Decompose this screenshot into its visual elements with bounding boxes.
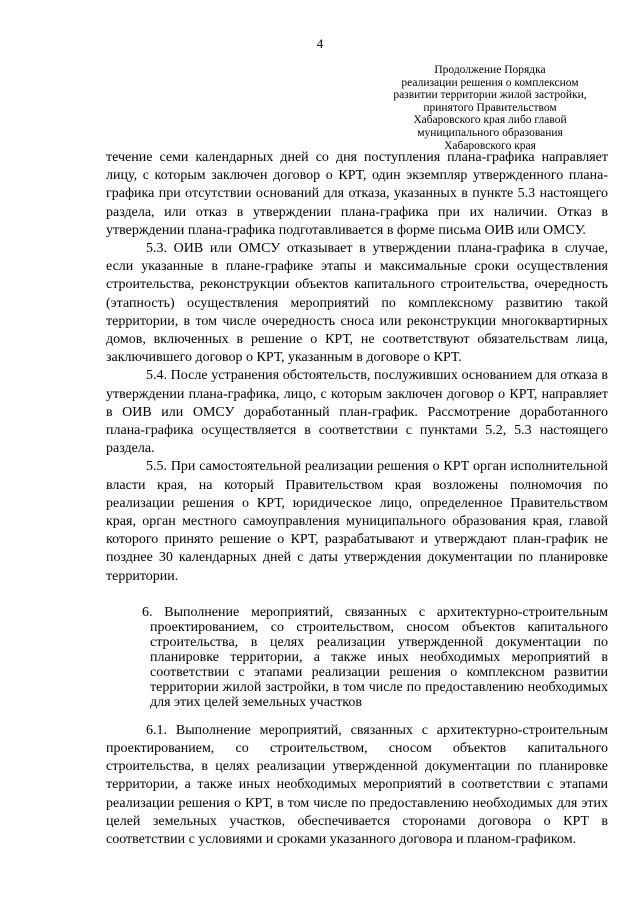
header-line: муниципального образования [417, 126, 563, 139]
header-line: Продолжение Порядка [434, 64, 546, 76]
paragraph-6-1: 6.1. Выполнение мероприятий, связанных с архитектурно-строительным проектированием, со строительством, сносом объектов капитального строительства, в целях реализации утвержденной документации по планировке территории, а также иных необходимых мероприятий в соответствии с этапами реализации решения о КРТ, в том числе по предоставлению необходимых для этих целей земельных участков, обеспечивается сторонами договора о КРТ в соответствии с условиями и сроками указанного договора и планом-графиком. [106, 722, 608, 848]
header-line: Хабаровского края [444, 139, 536, 152]
paragraph-5-5: 5.5. При самостоятельной реализации решения о КРТ орган исполнительной власти края, на который Правительством края возложены полномочия по реализации решения о КРТ, юридическое лицо, определенное Правительством края, орган местного самоуправления муниципального образования края, главой которого принято решение о КРТ, разрабатывают и утверждают план-график не позднее 30 календарных дней с даты утверждения документации по планировке территории. [106, 459, 608, 584]
section-6-heading: 6. Выполнение мероприятий, связанных с архитектурно-строительным проектированием, со строительством, сносом объектов капитального строительства, в целях реализации утвержденной документации по планировке территории, а также иных необходимых мероприятий в соответствии с этапами реализации решения о комплексном развитии территории жилой застройки, в том числе по предоставлению необходимых для этих целей земельных участков [142, 604, 608, 710]
continuation-header [380, 64, 600, 152]
paragraph-5-4: 5.4. После устранения обстоятельств, послуживших основанием для отказа в утверждении плана-графика, лицо, с которым заключен договор о КРТ, направляет в ОИВ или ОМСУ доработанный план-график. Рассмотрение доработанного плана-графика осуществляется в соответствии с пунктами 5.2, 5.3 настоящего раздела. [106, 368, 608, 457]
header-line: реализации решения о комплексном [401, 76, 579, 89]
header-line: развитии территории жилой застройки, [393, 89, 587, 102]
paragraph-5-3: 5.3. ОИВ или ОМСУ отказывает в утверждении плана-графика в случае, если указанные в плане-графике этапы и максимальные сроки осуществления строительства, реконструкции объектов капитального строительства, очередность (этапность) осуществления мероприятий по комплексному развитию такой территории, в том числе очередность сноса или реконструкции многоквартирных домов, включенных в решение о КРТ, не соответствуют обязательствам лица, заключившего договор о КРТ, указанным в договоре о КРТ. [106, 241, 608, 366]
document-body [106, 149, 608, 849]
header-line: принятого Правительством [423, 101, 557, 114]
paragraph-continuation: течение семи календарных дней со дня поступления плана-графика направляет лицу, с которым заключен договор о КРТ, один экземпляр утвержденного плана-графика при отсутствии оснований для отказа, указанных в пункте 5.3 настоящего раздела, или отказ в утверждении плана-графика при их наличии. Отказ в утверждении плана-графика подготавливается в форме письма ОИВ или ОМСУ. [106, 150, 608, 238]
page-number: 4 [316, 36, 324, 51]
header-line: Хабаровского края либо главой [413, 114, 567, 127]
